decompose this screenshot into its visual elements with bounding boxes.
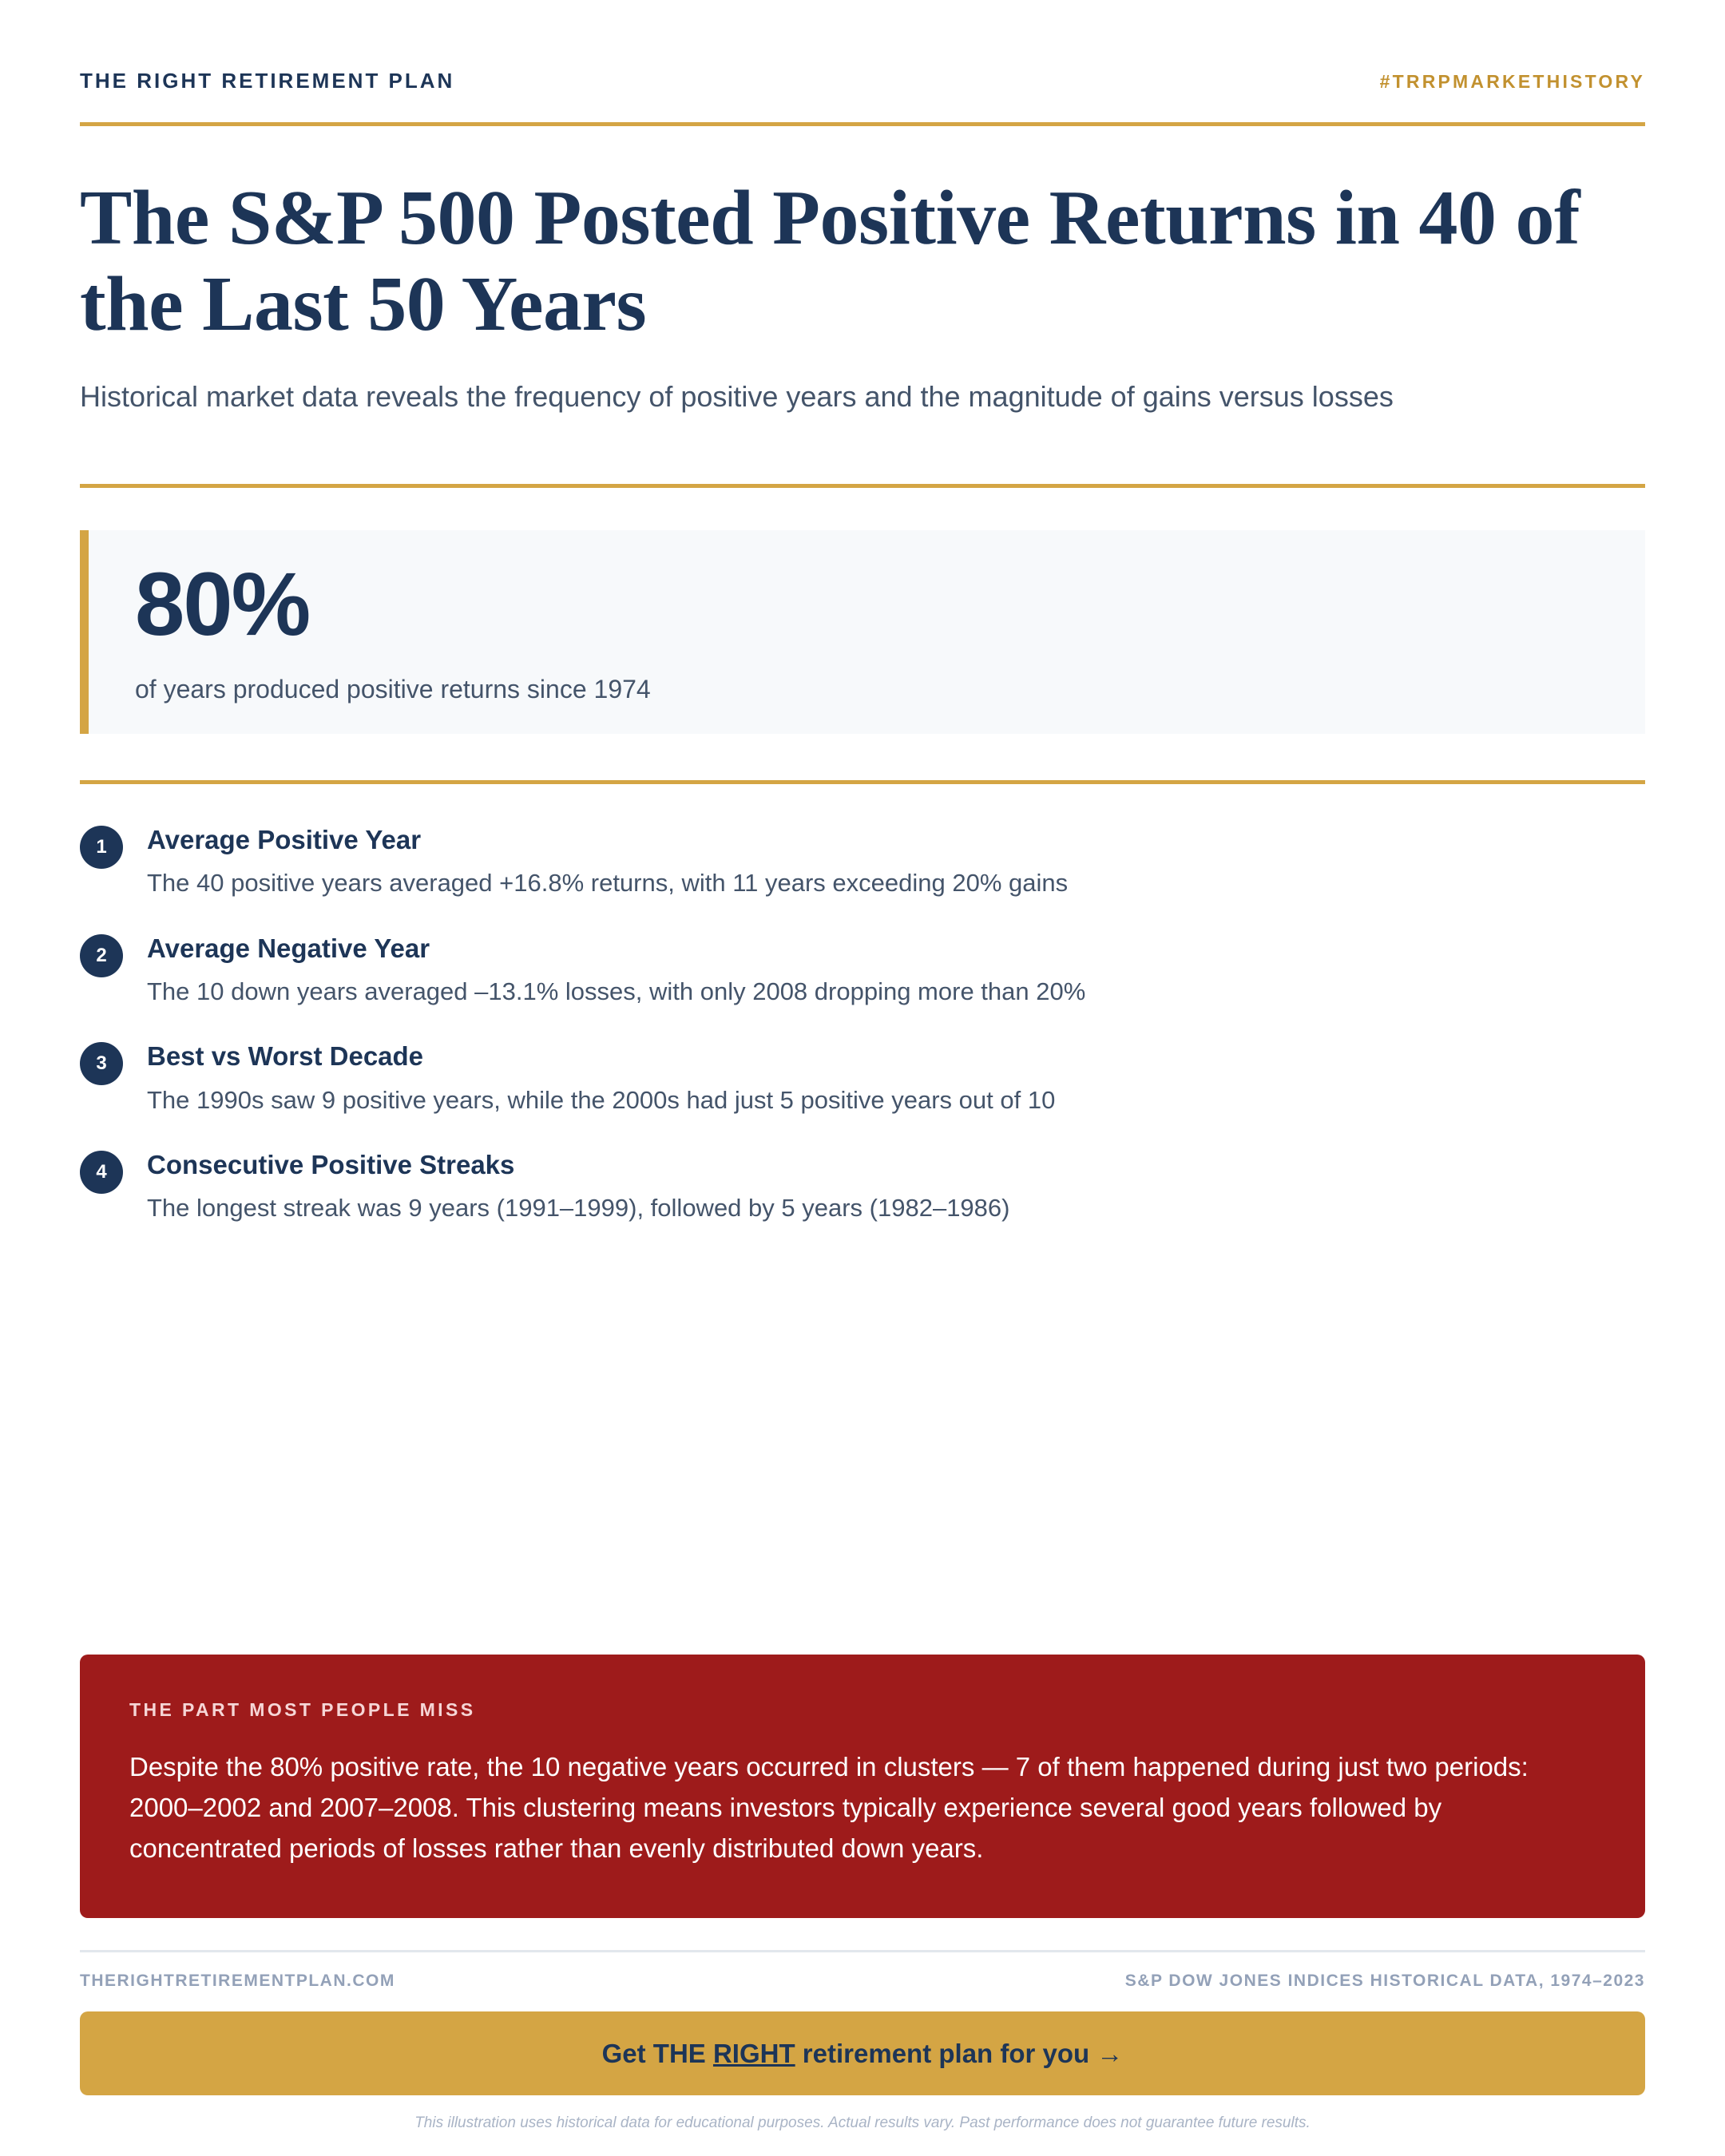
point-description: The longest streak was 9 years (1991–1999), followed by 5 years (1982–1986) bbox=[147, 1194, 1010, 1223]
cta-label bbox=[602, 2039, 1124, 2069]
layout-spacer bbox=[80, 1226, 1645, 1655]
cta-label-pre: Get THE bbox=[601, 2038, 713, 2068]
insight-callout bbox=[80, 1655, 1645, 1918]
title-divider bbox=[80, 484, 1645, 488]
insight-eyebrow: THE PART MOST PEOPLE MISS bbox=[129, 1698, 476, 1720]
stat-callout bbox=[80, 530, 1645, 734]
point-title: Consecutive Positive Streaks bbox=[147, 1149, 515, 1179]
cta-label-emphasis: RIGHT bbox=[712, 2038, 795, 2068]
list-item bbox=[80, 1148, 1645, 1226]
point-body bbox=[147, 823, 1068, 901]
page-subtitle: Historical market data reveals the frequency of positive years and the magnitude of gains versus losses bbox=[80, 379, 1394, 413]
point-body bbox=[147, 1040, 1055, 1117]
point-title: Average Negative Year bbox=[147, 933, 430, 963]
point-body bbox=[147, 1148, 1009, 1226]
stat-value: 80% bbox=[135, 553, 310, 654]
point-description: The 10 down years averaged –13.1% losses, with only 2008 dropping more than 20% bbox=[147, 977, 1086, 1005]
insight-text: Despite the 80% positive rate, the 10 negative years occurred in clusters — 7 of them happened during just two periods: 2000–2002 and 2007–2008. This clustering means investors typically experience several good years followed by concentrated periods of losses rather than evenly distributed down years. bbox=[129, 1751, 1529, 1863]
stat-callout-content bbox=[89, 553, 651, 704]
point-title: Best vs Worst Decade bbox=[147, 1041, 424, 1072]
stat-caption: of years produced positive returns since 1974 bbox=[135, 674, 651, 703]
point-description: The 40 positive years averaged +16.8% returns, with 11 years exceeding 20% gains bbox=[147, 869, 1069, 898]
cta-button[interactable] bbox=[80, 2011, 1645, 2095]
footer-meta bbox=[80, 1952, 1645, 1991]
page-title: The S&P 500 Posted Positive Returns in 40 of the Last 50 Years bbox=[80, 175, 1580, 347]
footer-data-source: S&P DOW JONES INDICES HISTORICAL DATA, 1974–2023 bbox=[1124, 1972, 1645, 1990]
list-item bbox=[80, 932, 1645, 1009]
point-title: Average Positive Year bbox=[147, 824, 422, 854]
point-number-badge: 3 bbox=[80, 1042, 123, 1085]
point-number-badge: 4 bbox=[80, 1151, 123, 1194]
legal-disclaimer: This illustration uses historical data for educational purposes. Actual results vary. Past performance does not guarantee future results. bbox=[414, 2114, 1311, 2131]
title-block bbox=[80, 126, 1645, 417]
point-body bbox=[147, 932, 1085, 1009]
list-item bbox=[80, 823, 1645, 901]
list-item bbox=[80, 1040, 1645, 1117]
point-number-badge: 2 bbox=[80, 934, 123, 977]
point-description: The 1990s saw 9 positive years, while the 2000s had just 5 positive years out of 10 bbox=[147, 1085, 1056, 1114]
stat-divider bbox=[80, 780, 1645, 784]
footer-website: THERIGHTRETIREMENTPLAN.COM bbox=[80, 1972, 395, 1990]
campaign-hashtag: #TRRPMARKETHISTORY bbox=[1379, 71, 1645, 92]
cta-label-post: retirement plan for you → bbox=[795, 2038, 1124, 2068]
brand-wordmark: THE RIGHT RETIREMENT PLAN bbox=[80, 69, 455, 93]
point-number-badge: 1 bbox=[80, 826, 123, 869]
masthead bbox=[80, 0, 1645, 93]
key-points-list bbox=[80, 823, 1645, 1226]
